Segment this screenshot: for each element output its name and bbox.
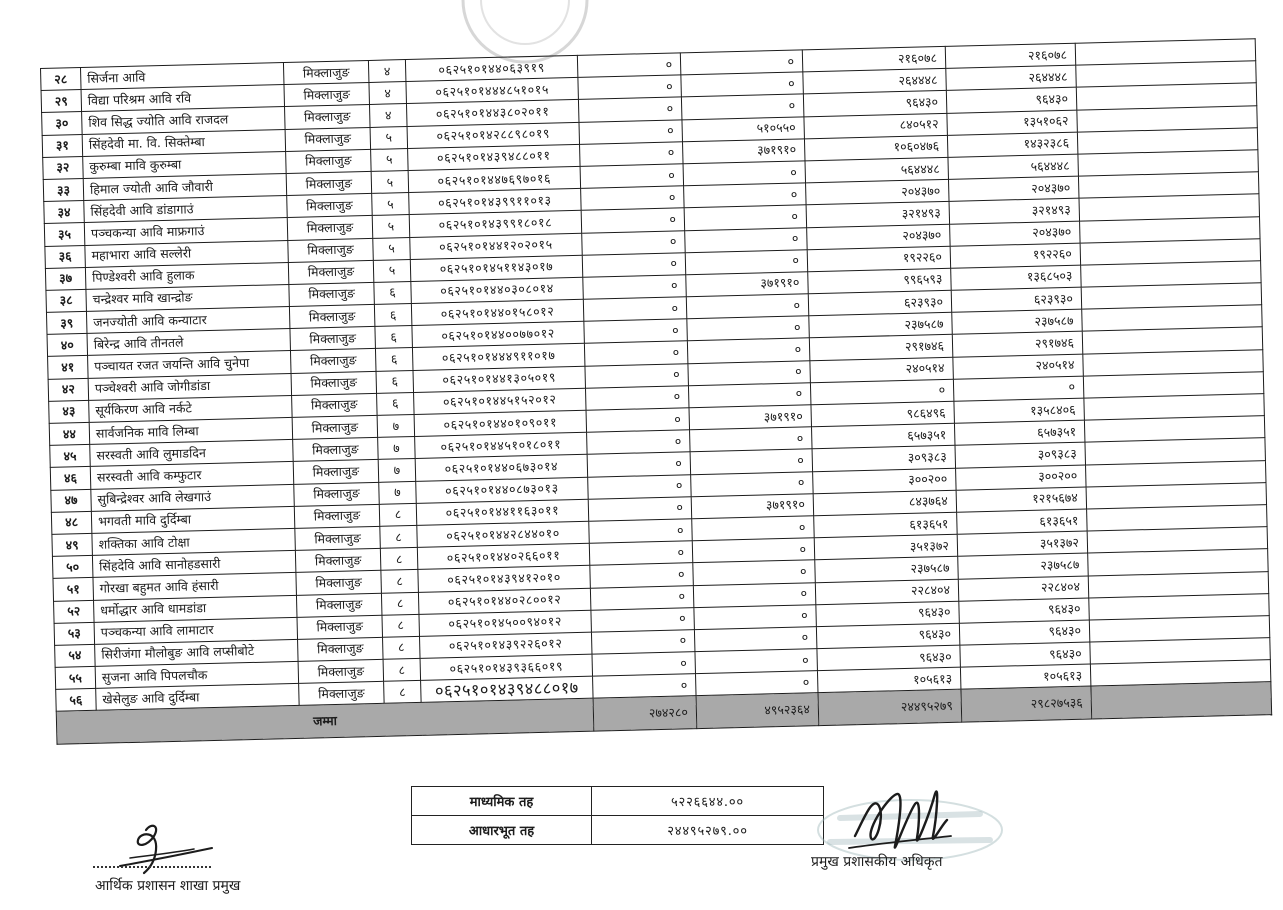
- serial-number: ३५: [44, 223, 85, 246]
- amount-c: ८४०५१२: [804, 113, 947, 139]
- ward-number: ८: [383, 658, 421, 681]
- amount-d: २२८४०४: [958, 576, 1089, 601]
- municipality-name: मिक्लाजुङ: [284, 83, 370, 107]
- amount-a: ०: [583, 297, 687, 322]
- amount-d: २०४३७०: [950, 221, 1081, 246]
- municipality-name: मिक्लाजुङ: [293, 460, 379, 484]
- left-signature-line: [93, 866, 211, 868]
- serial-number: ५०: [52, 555, 93, 578]
- amount-a: ०: [580, 164, 684, 189]
- ward-number: ४: [369, 104, 407, 127]
- ward-number: ५: [373, 259, 411, 282]
- school-name: धर्मोद्धार आवि धामडांडा: [94, 595, 297, 622]
- amount-b: ०: [693, 560, 816, 585]
- amount-d: ९६४३०: [959, 598, 1090, 623]
- account-number: ०६२५१०१४४२८४४०१०: [417, 521, 589, 547]
- amount-a: ०: [590, 585, 694, 610]
- amount-a: ०: [588, 474, 692, 499]
- ward-number: ७: [377, 414, 415, 437]
- school-name: सुजना आवि पिपलचौक: [95, 661, 298, 688]
- municipality-name: मिक्लाजुङ: [286, 171, 372, 195]
- amount-b: ३७१९१०: [686, 272, 809, 297]
- school-name: पञ्चेश्वरी आवि जोगीडांडा: [88, 373, 291, 400]
- serial-number: ३७: [45, 267, 86, 290]
- municipality-name: मिक्लाजुङ: [288, 260, 374, 284]
- amount-a: ०: [585, 386, 689, 411]
- account-number: ०६२५१०१४४०२६६०११: [417, 543, 589, 569]
- account-number: ०६२५१०१४३९९१८०१८: [409, 211, 581, 237]
- ward-number: ८: [382, 614, 420, 637]
- municipality-name: मिक्लाजुङ: [294, 482, 380, 506]
- ward-number: ६: [375, 326, 413, 349]
- amount-b: ३७१९१०: [691, 493, 814, 518]
- school-name: खेसेलुङ आवि दुर्दिम्बा: [96, 684, 299, 711]
- amount-d: ६२३९३०: [951, 287, 1082, 312]
- amount-c: ०: [810, 379, 953, 405]
- amount-d: २४०५१४: [953, 354, 1084, 379]
- amount-b: ०: [681, 72, 804, 97]
- amount-c: ३५१३७२: [814, 534, 957, 560]
- account-number: ०६२५१०१४५००९४०१२: [419, 610, 591, 636]
- amount-d: ३२१४९३: [949, 198, 1080, 223]
- ward-number: ५: [372, 193, 410, 216]
- serial-number: ५२: [54, 600, 95, 623]
- amount-a: ०: [587, 452, 691, 477]
- ward-number: ७: [379, 481, 417, 504]
- school-name: सिंहदेवी आवि डांडागाउं: [84, 196, 287, 223]
- school-name: जनज्योती आवि कन्याटार: [86, 307, 289, 334]
- amount-a: ०: [579, 119, 683, 144]
- serial-number: ४०: [47, 334, 88, 357]
- account-number: ०६२५१०१४३९४८८०१७: [421, 676, 593, 702]
- municipality-name: मिक्लाजुङ: [290, 349, 376, 373]
- amount-b: ०: [683, 161, 806, 186]
- amount-a: ०: [580, 142, 684, 167]
- serial-number: ४९: [52, 533, 93, 556]
- amount-a: ०: [585, 363, 689, 388]
- account-number: ०६२५१०१४४३८०२०११: [406, 100, 578, 126]
- amount-c: ३२१४९३: [806, 202, 949, 228]
- amount-b: ०: [687, 338, 810, 363]
- amount-a: ०: [584, 341, 688, 366]
- account-number: ०६२५१०१४४०६३९१९: [405, 55, 577, 81]
- serial-number: ३८: [46, 289, 87, 312]
- ward-number: ७: [378, 437, 416, 460]
- ward-number: ५: [372, 215, 410, 238]
- account-number: ०६२५१०१४४५१०१८०११: [415, 432, 587, 458]
- municipality-name: मिक्लाजुङ: [299, 682, 385, 706]
- ward-number: ८: [380, 548, 418, 571]
- amount-d: २१६०७८: [945, 43, 1076, 68]
- ward-number: ५: [370, 126, 408, 149]
- municipality-name: मिक्लाजुङ: [283, 60, 369, 84]
- amount-b: ०: [690, 427, 813, 452]
- amount-d: ३०९३८३: [955, 442, 1086, 467]
- ward-number: ८: [381, 570, 419, 593]
- school-name: पिण्डेश्वरी आवि हुलाक: [85, 262, 288, 289]
- amount-c: ५६४४४८: [805, 157, 948, 183]
- amount-c: २३७५८७: [815, 557, 958, 583]
- municipality-name: मिक्लाजुङ: [295, 526, 381, 550]
- amount-c: ६१३६५१: [814, 512, 957, 538]
- serial-number: ५५: [55, 666, 96, 689]
- amount-c: ६२३९३०: [808, 290, 951, 316]
- amount-a: ०: [578, 75, 682, 100]
- summary-value-basic: २४४९५२७९.००: [592, 816, 824, 845]
- account-number: ०६२५१०१४४४८५१०१५: [406, 78, 578, 104]
- serial-number: ३२: [43, 156, 84, 179]
- amount-b: ०: [691, 471, 814, 496]
- serial-number: ४१: [48, 356, 89, 379]
- serial-number: ४४: [49, 422, 90, 445]
- amount-b: ०: [685, 249, 808, 274]
- account-number: ०६२५१०१४५११४३०१७: [410, 255, 582, 281]
- account-number: ०६२५१०१४४००७७०१२: [412, 322, 584, 348]
- account-number: ०६२५१०१४४४९११०१७: [412, 344, 584, 370]
- serial-number: ३९: [46, 312, 87, 335]
- serial-number: ५१: [53, 578, 94, 601]
- municipality-name: मिक्लाजुङ: [289, 304, 375, 328]
- amount-a: ०: [589, 541, 693, 566]
- municipality-name: मिक्लाजुङ: [287, 216, 373, 240]
- account-number: ०६२५१०१४४०८७३०१३: [416, 477, 588, 503]
- account-number: ०६२५१०१४३९३६६०१९: [420, 654, 592, 680]
- amount-c: २६४४४८: [803, 69, 946, 95]
- account-number: ०६२५१०१४४०१०९०११: [414, 410, 586, 436]
- summary-value-secondary: ५२२६६४४.००: [592, 787, 824, 816]
- school-name: सार्वजनिक मावि लिम्बा: [89, 417, 292, 444]
- school-name: सिंहदेवी मा. वि. सिक्तेम्बा: [82, 129, 285, 156]
- level-summary-table: [411, 786, 824, 845]
- amount-a: ०: [581, 186, 685, 211]
- amount-b: ०: [694, 604, 817, 629]
- amount-d: १३६८५०३: [951, 265, 1082, 290]
- serial-number: ३६: [45, 245, 86, 268]
- account-number: ०६२५१०१४३९४१२०१०: [418, 566, 590, 592]
- amount-c: ३००२००: [813, 468, 956, 494]
- school-name: गोरखा बहुमत आवि हंसारी: [93, 573, 296, 600]
- amount-c: २४०५१४: [810, 357, 953, 383]
- school-name: सिरीजंगा मौलोबुङ आवि लप्सीबोटे: [95, 639, 298, 666]
- amount-c: ९६४३०: [816, 601, 959, 627]
- municipality-name: मिक्लाजुङ: [289, 282, 375, 306]
- summary-row: [412, 816, 824, 845]
- school-name: सुबिन्द्रेश्वर आवि लेखगाउं: [91, 484, 294, 511]
- amount-b: ०: [694, 627, 817, 652]
- school-name: पञ्चकन्या आवि माफ्रगाउं: [84, 218, 287, 245]
- amount-b: ०: [692, 516, 815, 541]
- amount-b: ०: [693, 582, 816, 607]
- school-name: सरस्वती आवि कम्फुटार: [90, 462, 293, 489]
- school-name: बिरेन्द्र आवि तीनतले: [87, 329, 290, 356]
- amount-b: ५१०५५०: [682, 116, 805, 141]
- serial-number: ४५: [50, 445, 91, 468]
- amount-a: ०: [592, 652, 696, 677]
- right-signature: [845, 776, 955, 864]
- amount-d: ५६४४४८: [948, 154, 1079, 179]
- amount-a: ०: [591, 607, 695, 632]
- amount-d: ९६४३०: [959, 620, 1090, 645]
- account-number: ०६२५१०१४४११६३०११: [416, 499, 588, 525]
- ward-number: ८: [380, 525, 418, 548]
- ward-number: ५: [373, 237, 411, 260]
- account-number: ०६२५१०१४२८८९८०१९: [407, 122, 579, 148]
- amount-a: ०: [581, 208, 685, 233]
- municipality-name: मिक्लाजुङ: [295, 548, 381, 572]
- amount-d: १३५१०६२: [947, 110, 1078, 135]
- school-name: सरस्वती आवि लुमाडदिन: [90, 440, 293, 467]
- amount-b: ०: [687, 316, 810, 341]
- amount-b: ०: [688, 383, 811, 408]
- ward-number: ८: [384, 681, 422, 704]
- municipality-name: मिक्लाजुङ: [287, 194, 373, 218]
- school-name: सिर्जना आवि: [81, 63, 284, 90]
- municipality-name: मिक्लाजुङ: [285, 105, 371, 129]
- total-amount-b: ४९५२३६४: [696, 693, 819, 729]
- total-amount-d: २९८२७५३६: [961, 686, 1092, 722]
- serial-number: ४७: [51, 489, 92, 512]
- account-number: ०६२५१०१४४०३०८०१४: [411, 277, 583, 303]
- serial-number: ४६: [50, 467, 91, 490]
- municipality-name: मिक्लाजुङ: [286, 149, 372, 173]
- amount-d: ९६४३०: [960, 642, 1091, 667]
- ward-number: ५: [371, 148, 409, 171]
- amount-b: ०: [690, 449, 813, 474]
- amount-d: ३५१३७२: [957, 531, 1088, 556]
- account-number: ०६२५१०१४४१२०२०१५: [410, 233, 582, 259]
- ward-number: ८: [383, 636, 421, 659]
- ward-number: ४: [369, 82, 407, 105]
- amount-b: ०: [680, 50, 803, 75]
- amount-c: १९२२६०: [807, 246, 950, 272]
- amount-c: ९९६५९३: [808, 268, 951, 294]
- account-number: ०६२५१०१४४१३०५०१९: [413, 366, 585, 392]
- amount-d: ०: [953, 376, 1084, 401]
- school-name: पञ्चकन्या आवि लामाटार: [94, 617, 297, 644]
- amount-b: ०: [684, 205, 807, 230]
- amount-a: ०: [593, 674, 697, 699]
- amount-d: ३००२००: [956, 465, 1087, 490]
- ward-number: ८: [381, 592, 419, 615]
- amount-a: ०: [582, 230, 686, 255]
- table-wrapper: [40, 38, 1271, 745]
- account-number: ०६२५१०१४४०२८००१२: [418, 588, 590, 614]
- summary-label-basic: आधारभूत तह: [412, 816, 592, 845]
- amount-c: २३७५८७: [809, 313, 952, 339]
- municipality-name: मिक्लाजुङ: [292, 415, 378, 439]
- municipality-name: मिक्लाजुङ: [298, 659, 384, 683]
- serial-number: ४३: [49, 400, 90, 423]
- amount-d: १९२२६०: [950, 243, 1081, 268]
- amount-a: ०: [578, 97, 682, 122]
- amount-c: २०४३७०: [806, 179, 949, 205]
- school-name: पञ्चायत रजत जयन्ति आवि चुनेपा: [88, 351, 291, 378]
- amount-a: ०: [591, 630, 695, 655]
- amount-a: ०: [577, 53, 681, 78]
- ward-number: ६: [376, 370, 414, 393]
- school-allocation-table: [40, 38, 1272, 745]
- total-amount-c: २४४९५२७९: [818, 690, 962, 726]
- ward-number: ६: [377, 392, 415, 415]
- amount-d: २३७५८७: [958, 553, 1089, 578]
- serial-number: ५४: [55, 644, 96, 667]
- amount-b: ०: [685, 227, 808, 252]
- account-number: ०६२५१०१४४०६७३०१४: [415, 455, 587, 481]
- amount-b: ३७१९१०: [682, 139, 805, 164]
- amount-b: ३७१९१०: [689, 405, 812, 430]
- amount-d: १४३२३८६: [947, 132, 1078, 157]
- amount-d: ६५७३५१: [954, 420, 1085, 445]
- amount-d: ६१३६५१: [957, 509, 1088, 534]
- ward-number: ७: [378, 459, 416, 482]
- school-name: सिंहदेवि आवि सानोहडसारी: [92, 551, 295, 578]
- amount-a: ०: [583, 275, 687, 300]
- ward-number: ५: [371, 170, 409, 193]
- amount-b: ०: [695, 671, 818, 696]
- account-number: ०६२५१०१४३९४८८०११: [408, 144, 580, 170]
- amount-c: ८४३७६४: [813, 490, 956, 516]
- ward-number: ४: [368, 60, 406, 83]
- account-number: ०६२५१०१४४५१५२०१२: [414, 388, 586, 414]
- amount-c: २१६०७८: [802, 46, 945, 72]
- amount-b: ०: [692, 538, 815, 563]
- amount-a: ०: [589, 519, 693, 544]
- amount-d: १०५६१३: [960, 664, 1091, 689]
- account-number: ०६२५१०१४३९२२६०१२: [419, 632, 591, 658]
- municipality-name: मिक्लाजुङ: [296, 571, 382, 595]
- amount-d: ९६४३०: [946, 88, 1077, 113]
- ward-number: ६: [375, 348, 413, 371]
- amount-a: ०: [587, 430, 691, 455]
- amount-d: २३७५८७: [952, 309, 1083, 334]
- school-name: महाभारा आवि सल्लेरी: [85, 240, 288, 267]
- amount-c: १०५६१३: [817, 667, 960, 693]
- school-name: कुरुम्बा मावि कुरुम्बा: [83, 151, 286, 178]
- amount-c: ९८६४९६: [811, 401, 954, 427]
- municipality-name: मिक्लाजुङ: [294, 504, 380, 528]
- amount-a: ०: [584, 319, 688, 344]
- school-name: चन्द्रेश्वर मावि खान्द्रोङ: [86, 284, 289, 311]
- serial-number: ५३: [54, 622, 95, 645]
- municipality-name: मिक्लाजुङ: [288, 238, 374, 262]
- amount-a: ०: [582, 252, 686, 277]
- amount-c: १०६०४७६: [804, 135, 947, 161]
- school-name: सूर्यकिरण आवि नर्कटे: [89, 395, 292, 422]
- total-blank-cell: [1091, 682, 1272, 719]
- amount-d: १३५८४०६: [954, 398, 1085, 423]
- municipality-name: मिक्लाजुङ: [296, 593, 382, 617]
- municipality-name: मिक्लाजुङ: [297, 615, 383, 639]
- serial-number: २८: [41, 68, 82, 91]
- municipality-name: मिक्लाजुङ: [285, 127, 371, 151]
- summary-row: [412, 787, 824, 816]
- municipality-name: मिक्लाजुङ: [298, 637, 384, 661]
- serial-number: २९: [41, 90, 82, 113]
- serial-number: ३०: [42, 112, 83, 135]
- municipality-name: मिक्लाजुङ: [290, 327, 376, 351]
- school-name: शक्तिका आवि टोक्षा: [92, 528, 295, 555]
- amount-d: २९१७४६: [952, 332, 1083, 357]
- school-name: भगवती मावि दुर्दिम्बा: [91, 506, 294, 533]
- amount-b: ०: [688, 360, 811, 385]
- amount-b: ०: [686, 294, 809, 319]
- total-label: जम्मा: [56, 699, 594, 745]
- serial-number: ४८: [51, 511, 92, 534]
- school-name: विद्या परिश्रम आवि रवि: [81, 85, 284, 112]
- ward-number: ६: [374, 281, 412, 304]
- school-name: शिव सिद्ध ज्योति आवि राजदल: [82, 107, 285, 134]
- amount-b: ०: [681, 94, 804, 119]
- amount-a: ०: [588, 496, 692, 521]
- amount-c: ९६४३०: [803, 91, 946, 117]
- serial-number: ३१: [42, 134, 83, 157]
- ward-number: ८: [379, 503, 417, 526]
- serial-number: ३३: [43, 178, 84, 201]
- amount-c: ३०९३८३: [812, 446, 955, 472]
- serial-number: ३४: [44, 201, 85, 224]
- amount-a: ०: [590, 563, 694, 588]
- municipality-name: मिक्लाजुङ: [291, 371, 377, 395]
- amount-c: ९६४३०: [816, 623, 959, 649]
- left-signatory-title: आर्थिक प्रशासन शाखा प्रमुख: [95, 878, 241, 894]
- summary-label-secondary: माध्यमिक तह: [412, 787, 592, 816]
- account-number: ०६२५१०१४४०१५८०१२: [411, 299, 583, 325]
- amount-a: ०: [586, 408, 690, 433]
- account-number: ०६२५१०१४३९९११०१३: [409, 188, 581, 214]
- account-number: ०६२५१०१४४७६९७०१६: [408, 166, 580, 192]
- amount-c: २०४३७०: [807, 224, 950, 250]
- school-name: हिमाल ज्योती आवि जौवारी: [83, 173, 286, 200]
- amount-b: ०: [684, 183, 807, 208]
- serial-number: ४२: [48, 378, 89, 401]
- serial-number: ५६: [56, 689, 97, 712]
- table-body: [41, 39, 1271, 712]
- amount-c: २९१७४६: [809, 335, 952, 361]
- ward-number: ६: [374, 304, 412, 327]
- amount-d: १२१५६७४: [956, 487, 1087, 512]
- amount-d: २६४४४८: [946, 65, 1077, 90]
- right-signatory-title: प्रमुख प्रशासकीय अधिकृत: [811, 854, 943, 870]
- amount-d: २०४३७०: [948, 176, 1079, 201]
- amount-c: २२८४०४: [815, 579, 958, 605]
- amount-c: ९६४३०: [817, 645, 960, 671]
- total-amount-a: २७४२८०: [593, 696, 697, 732]
- amount-b: ०: [695, 649, 818, 674]
- municipality-name: मिक्लाजुङ: [293, 438, 379, 462]
- amount-c: ६५७३५१: [812, 423, 955, 449]
- municipality-name: मिक्लाजुङ: [292, 393, 378, 417]
